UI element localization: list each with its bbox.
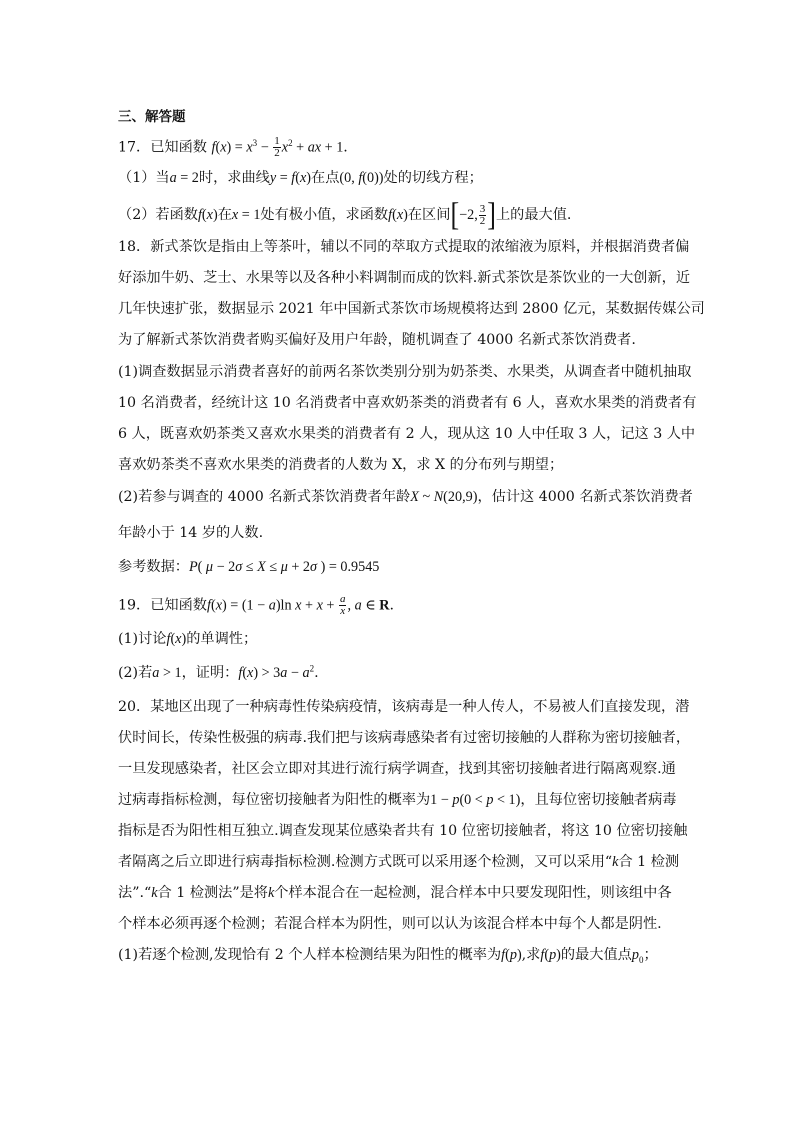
section-title: 三、解答题 <box>118 109 186 125</box>
q20-line-4: 过病毒指标检测，每位密切接触者为阳性的概率为1 − p(0 < p < 1)，且每位密切接触者病毒 <box>118 792 677 808</box>
q20-part1: (1)若逐个检测,发现恰有 2 个人样本检测结果为阳性的概率为f(p),求f(p)的最大值点$p_0$； <box>118 947 658 965</box>
q18-part1-line-3: 6 人，既喜欢奶茶类又喜欢水果类的消费者有 2 人，现从这 10 人中任取 3 人，记这 3 人中 <box>118 426 696 442</box>
q17-fraction-three-halves: $\frac{3}{2}$ <box>479 202 486 227</box>
q17-part1: （1）当a = 2时，求曲线y = f(x)在点(0, f(0))处的切线方程； <box>118 170 483 186</box>
q18-part1-line-4: 喜欢奶茶类不喜欢水果类的消费者的人数为 X，求 X 的分布列与期望； <box>118 457 564 473</box>
q18-part2: (2)若参与调查的 4000 名新式茶饮消费者年龄X ~ N(20,9)，估计这 4000 名新式茶饮消费者 <box>118 489 693 505</box>
q20-line-1: 20．某地区出现了一种病毒性传染病疫情，该病毒是一种人传人，不易被人们直接发现，潜 <box>118 699 690 715</box>
q20-line-7: 法”.“k合 1 检测法”是将k个样本混合在一起检测，混合样本中只要发现阳性，则该组中各 <box>118 885 672 901</box>
q18-reference: 参考数据：P( μ − 2σ ≤ X ≤ μ + 2σ ) = 0.9545 <box>118 559 380 575</box>
q18-line-3: 几年快速扩张，数据显示 2021 年中国新式茶饮市场规模将达到 2800 亿元，某数据传媒公司 <box>118 301 705 317</box>
q19-stem: 19．已知函数f(x) = (1 − a)ln x + x + $\frac{a}{x}$ , a ∈ R. <box>118 593 395 617</box>
q17-part2: （2）若函数f(x)在x = 1处有极小值，求函数f(x)在区间[−2, $\frac{3}{2}$ ]上的最大值. <box>118 196 572 233</box>
q18-part1-line-1: (1)调查数据显示消费者喜好的前两名茶饮类别分别为奶茶类、水果类，从调查者中随机抽取 <box>118 364 692 380</box>
q19-part2: (2)若a > 1，证明：$f(x) > 3a - a^2$. <box>118 663 319 681</box>
q18-part1-line-2: 10 名消费者，经统计这 10 名消费者中喜欢奶茶类的消费者有 6 人，喜欢水果类的消费者有 <box>118 395 697 411</box>
q17-function: f <box>211 139 216 156</box>
q20-line-6: 者隔离之后立即进行病毒指标检测.检测方式既可以采用逐个检测，又可以采用“k合 1 检测 <box>118 854 680 870</box>
q18-line-1: 18．新式茶饮是指由上等茶叶，辅以不同的萃取方式提取的浓缩液为原料，并根据消费者偏 <box>118 239 690 255</box>
q17-stem: 17．已知函数 $f(x) = x^3$ − $\frac{1}{2}$ $x^2$ + ax + 1. <box>118 135 348 159</box>
q18-line-2: 好添加牛奶、芝士、水果等以及各种小料调制而成的饮料.新式茶饮是茶饮业的一大创新，近 <box>118 270 691 286</box>
q17-number: 17．已知函数 <box>118 139 207 156</box>
q19-fraction-a-over-x: $\frac{a}{x}$ <box>339 593 346 617</box>
q18-line-4: 为了解新式茶饮消费者购买偏好及用户年龄，随机调查了 4000 名新式茶饮消费者. <box>118 332 636 348</box>
q17-fraction-half: $\frac{1}{2}$ <box>274 135 280 159</box>
q20-line-3: 一旦发现感染者，社区会立即对其进行流行病学调查，找到其密切接触者进行隔离观察.通 <box>118 761 676 777</box>
q18-part2-line-2: 年龄小于 14 岁的人数. <box>118 525 264 541</box>
q20-line-8: 个样本必须再逐个检测；若混合样本为阴性，则可以认为该混合样本中每个人都是阴性. <box>118 916 662 932</box>
q20-line-2: 伏时间长，传染性极强的病毒.我们把与该病毒感染者有过密切接触的人群称为密切接触者， <box>118 730 691 746</box>
q19-part1: (1)讨论f(x)的单调性； <box>118 631 258 647</box>
q20-line-5: 指标是否为阳性相互独立.调查发现某位感染者共有 10 位密切接触者，将这 10 位密切接触 <box>118 823 688 839</box>
